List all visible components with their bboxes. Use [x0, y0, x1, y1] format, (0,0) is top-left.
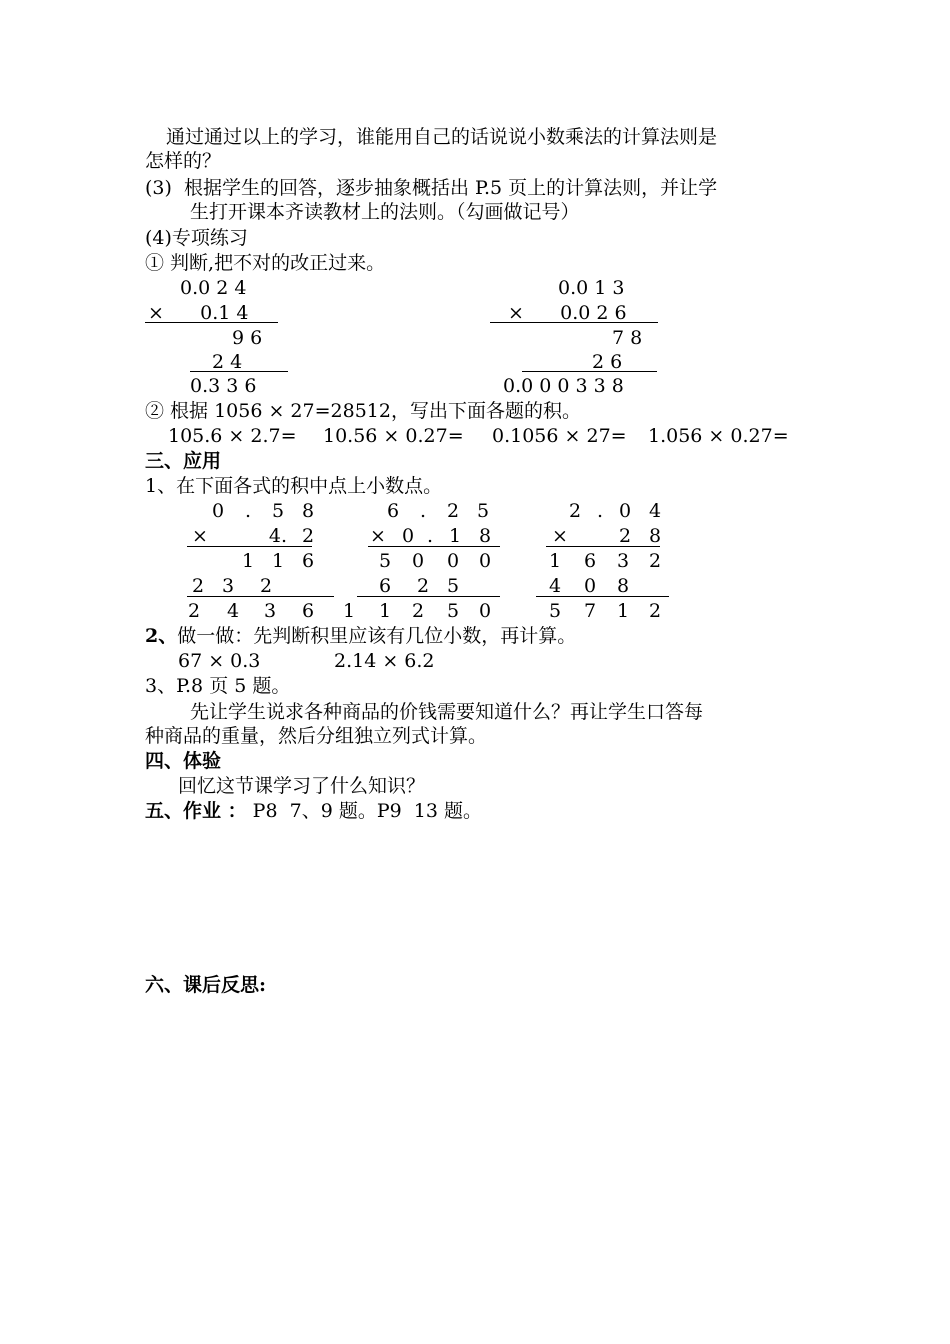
- digit: .: [426, 525, 434, 547]
- judge-title: ① 判断,把不对的改正过来。: [145, 252, 386, 274]
- mult-1-rule-2: [187, 596, 334, 597]
- digit: 5: [378, 550, 392, 572]
- judge-a-result: 0.3 3 6: [190, 375, 257, 397]
- digit: 6: [386, 500, 400, 522]
- digit: 0: [478, 600, 492, 622]
- digit: 8: [616, 575, 630, 597]
- digit: 1: [616, 600, 630, 622]
- digit: 1: [241, 550, 255, 572]
- digit: 6: [301, 600, 315, 622]
- digit: 8: [648, 525, 662, 547]
- q2-line: [145, 624, 576, 648]
- times-sign: ×: [192, 525, 208, 547]
- digit: 0: [618, 500, 632, 522]
- digit: 2: [648, 600, 662, 622]
- mult-2-rule-1: [368, 546, 500, 547]
- digit: 2: [416, 575, 430, 597]
- digit: 4: [226, 600, 240, 622]
- digit: 2: [187, 600, 201, 622]
- digit: 5: [446, 575, 460, 597]
- digit: 0: [583, 575, 597, 597]
- digit: 6: [301, 550, 315, 572]
- q3-title: 3、P.8 页 5 题。: [145, 675, 291, 697]
- judge-b-partial-2: 2 6: [592, 351, 623, 373]
- digit: 0: [401, 525, 415, 547]
- section5-title: 五、作业 ：: [145, 800, 247, 822]
- judge-b-multiplicand: 0.0 1 3: [558, 277, 625, 299]
- q3-line-2: 种商品的重量，然后分组独立列式计算。: [145, 725, 488, 747]
- section6-title: 六、课后反思:: [145, 974, 267, 996]
- derive-title: ② 根据 1056 × 27=28512，写出下面各题的积。: [145, 400, 581, 422]
- intro-line-2: 怎样的？: [145, 150, 222, 172]
- digit: 1: [448, 525, 462, 547]
- digit: 2: [446, 500, 460, 522]
- digit: 7: [583, 600, 597, 622]
- digit: 0: [411, 550, 425, 572]
- digit: 2: [191, 575, 205, 597]
- q3-line-1: 先让学生说求各种商品的价钱需要知道什么？再让学生口答每: [190, 701, 704, 723]
- derive-item-1: 105.6 × 2.7=: [168, 425, 297, 447]
- derive-item-2: 10.56 × 0.27=: [323, 425, 464, 447]
- judge-b-multiplier: × 0.0 2 6: [508, 302, 627, 324]
- derive-item-4: 1.056 × 0.27=: [648, 425, 789, 447]
- digit: 2: [301, 525, 315, 547]
- digit: 4: [548, 575, 562, 597]
- digit: 4: [648, 500, 662, 522]
- digit: 3: [263, 600, 277, 622]
- digit: 8: [478, 525, 492, 547]
- digit: 1: [271, 550, 285, 572]
- digit: .: [419, 500, 427, 522]
- digit: 4.: [268, 525, 288, 547]
- q1-text: 1、在下面各式的积中点上小数点。: [145, 475, 443, 497]
- section5-text: P8 7、9 题。P9 13 题。: [252, 800, 483, 822]
- step3-line-1: (3) 根据学生的回答，逐步抽象概括出 P.5 页上的计算法则，并让学: [145, 177, 718, 199]
- mult-2-rule-2: [357, 596, 500, 597]
- digit: 2: [411, 600, 425, 622]
- digit: 2: [648, 550, 662, 572]
- intro-line-1: 通过通过以上的学习，谁能用自己的话说说小数乘法的计算法则是: [166, 126, 718, 148]
- judge-a-multiplicand: 0.0 2 4: [180, 277, 247, 299]
- judge-b-rule-2: [522, 371, 657, 372]
- mult-1-rule-1: [187, 546, 312, 547]
- digit: 3: [616, 550, 630, 572]
- judge-a-rule-1: [145, 322, 278, 323]
- q2-number: 2、: [145, 625, 178, 647]
- digit: 5: [476, 500, 490, 522]
- mult-3-rule-2: [536, 596, 669, 597]
- judge-a-rule-2: [190, 371, 288, 372]
- digit: .: [596, 500, 604, 522]
- section4-title: 四、体验: [145, 750, 222, 772]
- step4-title: (4)专项练习: [145, 227, 248, 249]
- times-sign: ×: [370, 525, 386, 547]
- q2-item-1: 67 × 0.3: [178, 650, 261, 672]
- digit: 5: [548, 600, 562, 622]
- step3-line-2: 生打开课本齐读教材上的法则。（勾画做记号）: [190, 201, 580, 223]
- derive-item-3: 0.1056 × 27=: [492, 425, 627, 447]
- digit: 2: [568, 500, 582, 522]
- digit: 5: [446, 600, 460, 622]
- section4-text: 回忆这节课学习了什么知识？: [178, 775, 426, 797]
- judge-b-rule-1: [490, 322, 658, 323]
- digit: 0: [211, 500, 225, 522]
- digit: 1: [342, 600, 356, 622]
- section5-line: [145, 799, 482, 823]
- mult-3-rule-1: [546, 546, 660, 547]
- digit: 8: [301, 500, 315, 522]
- digit: 6: [378, 575, 392, 597]
- judge-a-partial-1: 9 6: [232, 327, 263, 349]
- judge-b-partial-1: 7 8: [612, 327, 643, 349]
- digit: 1: [378, 600, 392, 622]
- digit: .: [244, 500, 252, 522]
- digit: 2: [259, 575, 273, 597]
- digit: 0: [478, 550, 492, 572]
- digit: 1: [548, 550, 562, 572]
- digit: 5: [271, 500, 285, 522]
- times-sign: ×: [552, 525, 568, 547]
- q2-text: 做一做：先判断积里应该有几位小数，再计算。: [177, 625, 577, 647]
- judge-b-result: 0.0 0 0 3 3 8: [503, 375, 624, 397]
- digit: 6: [583, 550, 597, 572]
- digit: 0: [446, 550, 460, 572]
- digit: 2: [618, 525, 632, 547]
- digit: 3: [221, 575, 235, 597]
- judge-a-multiplier: × 0.1 4: [148, 302, 249, 324]
- judge-a-partial-2: 2 4: [212, 351, 243, 373]
- section3-title: 三、应用: [145, 450, 222, 472]
- q2-item-2: 2.14 × 6.2: [334, 650, 435, 672]
